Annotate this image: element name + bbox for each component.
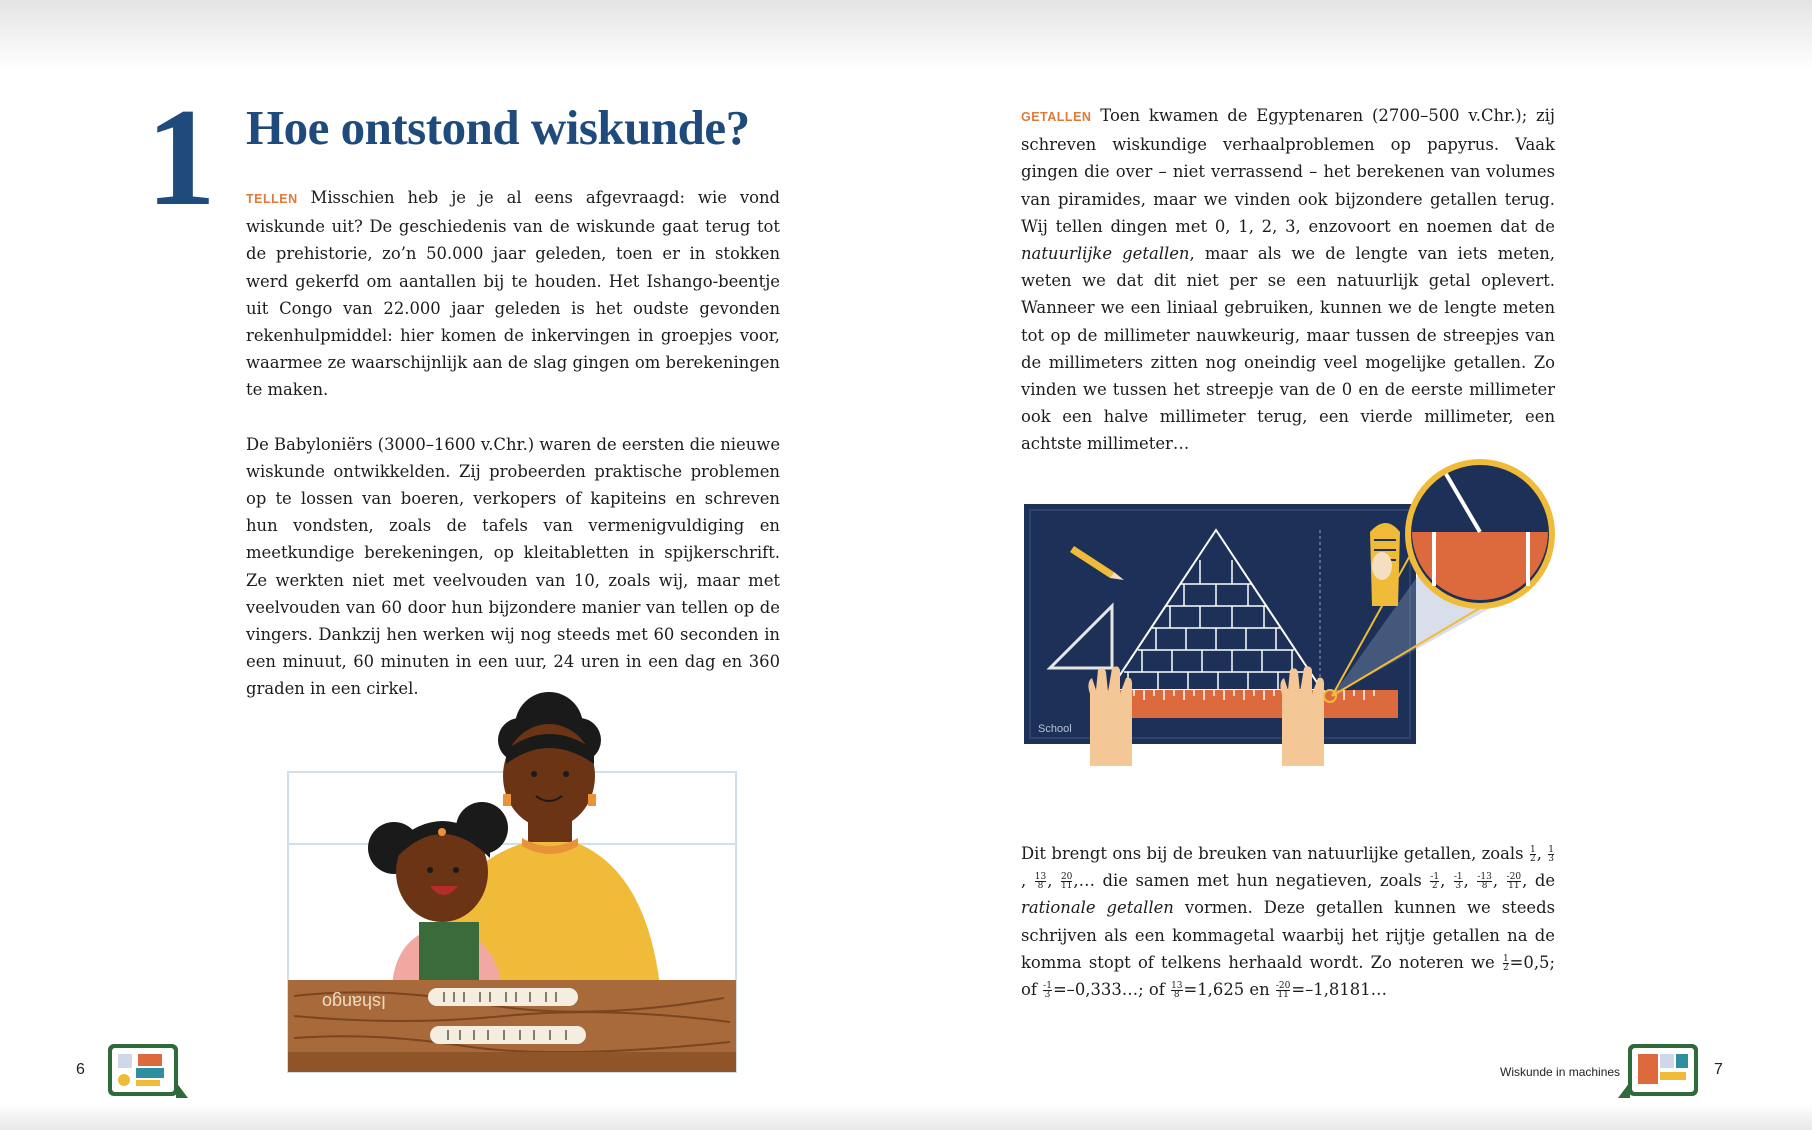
chapter-badge-left-icon <box>106 1042 188 1098</box>
right-paragraph-1: GETALLEN Toen kwamen de Egyptenaren (2700–500 v.Chr.); zij schreven wiskundige verhaalproblemen op papyrus. Vaak gingen die over – niet verrassend – het berekenen van volumes van piramides, maar we vinden ook bijzondere getallen terug. Wij tellen dingen met 0, 1, 2, 3, enzovoort en noemen dat de natuurlijke getallen, maar als we de lengte van iets meten, weten we dat dit niet per se een natuurlijk getal oplevert. Wanneer we een liniaal gebruiken, kunnen we de lengte meten tot op de millimeter nauwkeurig, maar tussen de streepjes van de millimeters zitten nog oneindig veel mogelijke getallen. Zo vinden we tussen het streepje van de 0 en de eerste millimeter ook een halve millimeter terug, een vierde millimeter, een achtste millimeter… <box>1021 106 1556 454</box>
right-column-top <box>1021 102 1555 458</box>
left-paragraph-1: TELLEN Misschien heb je je al eens afgevraagd: wie vond wiskunde uit? De geschiedenis van de wiskunde gaat terug tot de prehistorie, zo’n 50.000 jaar geleden, toen er in stokken werd gekerfd om aantallen bij te houden. Het Ishango-beentje uit Congo van 22.000 jaar geleden is het oudste gevonden rekenhulpmiddel: hier komen de inkervingen in groepjes voor, waarmee ze waarschijnlijk aan de slag gingen om berekeningen te maken. <box>246 188 780 400</box>
fraction-neg1-3-b: $\frac{-1}{3}$ <box>1043 981 1052 1001</box>
fraction-neg20-11-b: $\frac{-20}{11}$ <box>1275 981 1291 1001</box>
lead-getallen: GETALLEN <box>1021 110 1092 124</box>
pyramid-ruler-illustration <box>1020 456 1580 786</box>
chapter-number: 1 <box>146 80 216 235</box>
page-number-right: 7 <box>1714 1061 1723 1078</box>
chapter-badge-right-icon <box>1618 1042 1700 1098</box>
book-title-footer: Wiskunde in machines <box>1500 1065 1621 1079</box>
fraction-neg1-3: $\frac{-1}{3}$ <box>1453 872 1463 892</box>
fraction-neg20-11: $\frac{-20}{11}$ <box>1506 872 1522 892</box>
fraction-13-8-b: $\frac{13}{8}$ <box>1171 981 1183 1001</box>
school-label: School <box>1038 723 1072 735</box>
chapter-title: Hoe ontstond wiskunde? <box>246 100 750 155</box>
fraction-1-2-b: $\frac{1}{2}$ <box>1502 953 1509 973</box>
right-paragraph-2: Dit brengt ons bij de breuken van natuurlijke getallen, zoals $\frac{1}{2}$ , $\frac{1}{3}$ , $\frac{13}{8}$ , $\frac{20}{11}$ ,… die samen met hun negatieven, zoals $\frac{-1}{2}$ , $\frac{-1}{3}$ , $\frac{-13}{8}$ , $\frac{-20}{11}$ , de rationale getallen vormen. Deze getallen kunnen we steeds schrijven als een kommagetal waarbij het rijtje getallen na de komma stopt of telkens herhaald wordt. Zo noteren we $\frac{1}{2}$ =0,5; of $\frac{-1}{3}$ =–0,333…; of $\frac{13}{8}$ =1,625 en $\frac{-20}{11}$ =–1,8181… <box>1021 844 1556 1001</box>
fraction-1-2: $\frac{1}{2}$ <box>1529 845 1536 864</box>
fraction-1-3: $\frac{1}{3}$ <box>1548 845 1554 864</box>
page-top-shadow <box>0 0 1812 70</box>
page-bottom-shadow <box>0 1104 1812 1130</box>
ishango-illustration <box>284 686 740 1080</box>
right-column-bottom <box>1021 840 1555 1003</box>
fraction-20-11: $\frac{20}{11}$ <box>1060 872 1073 892</box>
ishango-label: Ishango <box>321 992 386 1012</box>
fraction-13-8: $\frac{13}{8}$ <box>1034 872 1047 892</box>
lead-tellen: TELLEN <box>246 192 298 206</box>
fraction-neg1-2: $\frac{-1}{2}$ <box>1430 872 1440 892</box>
fraction-neg13-8: $\frac{-13}{8}$ <box>1477 872 1492 892</box>
page-number-left: 6 <box>76 1061 85 1078</box>
left-paragraph-2: De Babyloniërs (3000–1600 v.Chr.) waren de eersten die nieuwe wiskunde ontwikkelden. Zij probeerden praktische problemen op te lossen van boeren, verkopers of kapiteins en schreven hun vondsten, zoals de tafels van vermenigvuldiging en meetkundige berekeningen, op kleitabletten in spijkerschrift. Ze werkten niet met veelvouden van 10, zoals wij, maar met veelvouden van 60 door hun bijzondere manier van tellen op de vingers. Dankzij hen werken wij nog steeds met 60 seconden in een minuut, 60 minuten in een uur, 24 uren in een dag en 360 graden in een cirkel. <box>246 434 781 699</box>
left-column <box>246 184 780 703</box>
